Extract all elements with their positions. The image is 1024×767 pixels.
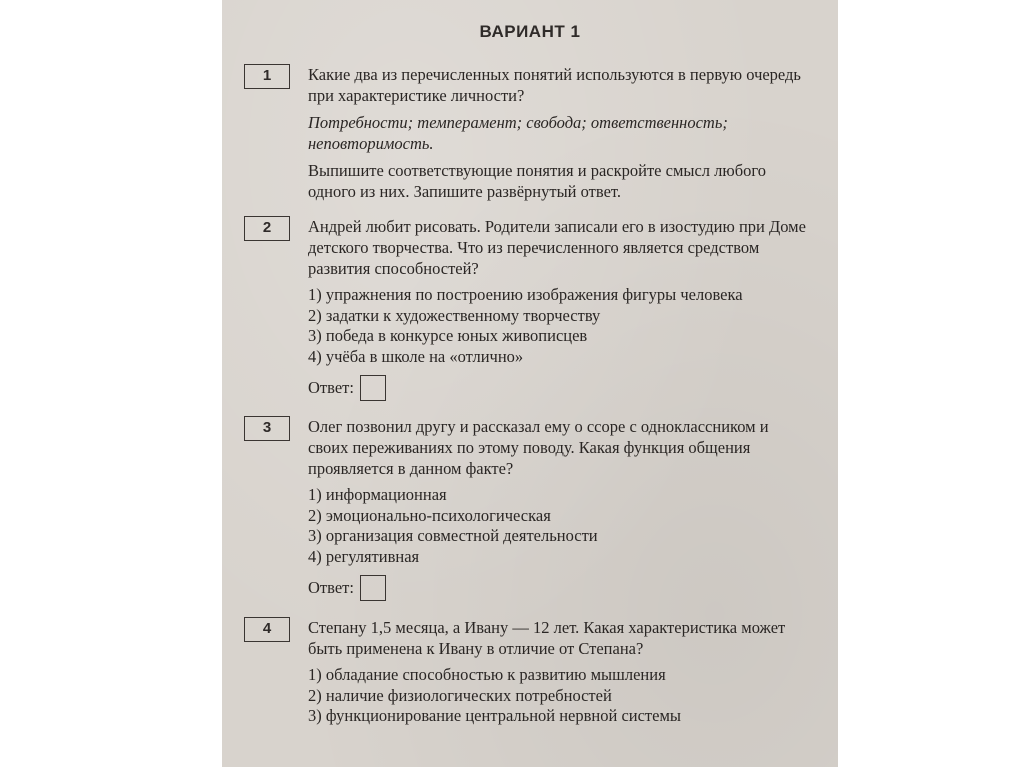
option-2: 2) эмоционально-психологическая: [308, 505, 551, 525]
option-1: 1) информационная: [308, 485, 447, 504]
task-number-box: 4: [244, 617, 290, 642]
options-list: [308, 285, 808, 367]
task-number-box: 1: [244, 64, 290, 89]
task-terms: Потребности; темперамент; свобода; ответственность; неповторимость.: [308, 113, 728, 153]
answer-box[interactable]: [360, 375, 386, 401]
option-3: 3) победа в конкурсе юных живописцев: [308, 326, 588, 345]
task-question: Степану 1,5 месяца, а Ивану — 12 лет. Какая характеристика может быть применена к Ивану в отличие от Степана?: [308, 618, 786, 658]
answer-label: Ответ:: [308, 378, 354, 397]
option-3: 3) функционирование центральной нервной системы: [308, 706, 681, 725]
scanned-page: [222, 0, 838, 767]
option-4: 4) учёба в школе на «отлично»: [308, 346, 524, 366]
task-question: Андрей любит рисовать. Родители записали его в изостудию при Доме детского творчества. Что из перечисленного является средством развития способностей?: [308, 217, 806, 278]
option-2: 2) наличие физиологических потребностей: [308, 685, 612, 705]
answer-box[interactable]: [360, 575, 386, 601]
task-question: Какие два из перечисленных понятий используются в первую очередь при характеристике личности?: [308, 65, 801, 105]
page-title: ВАРИАНТ 1: [479, 22, 581, 41]
option-3: 3) организация совместной деятельности: [308, 526, 598, 545]
task-instruction: Выпишите соответствующие понятия и раскройте смысл любого одного из них. Запишите развёрнутый ответ.: [308, 161, 766, 201]
answer-row: [308, 575, 808, 601]
task-number-box: 2: [244, 216, 290, 241]
answer-row: [308, 375, 808, 401]
option-1: 1) упражнения по построению изображения фигуры человека: [308, 285, 743, 304]
answer-label: Ответ:: [308, 578, 354, 597]
options-list: [308, 485, 808, 567]
options-list: [308, 665, 808, 727]
task-question: Олег позвонил другу и рассказал ему о ссоре с одноклассником и своих переживаниях по этому поводу. Какая функция общения проявляется в данном факте?: [308, 417, 769, 478]
option-4: 4) регулятивная: [308, 546, 420, 566]
task-number-box: 3: [244, 416, 290, 441]
option-2: 2) задатки к художественному творчеству: [308, 305, 601, 325]
option-1: 1) обладание способностью к развитию мышления: [308, 665, 666, 684]
